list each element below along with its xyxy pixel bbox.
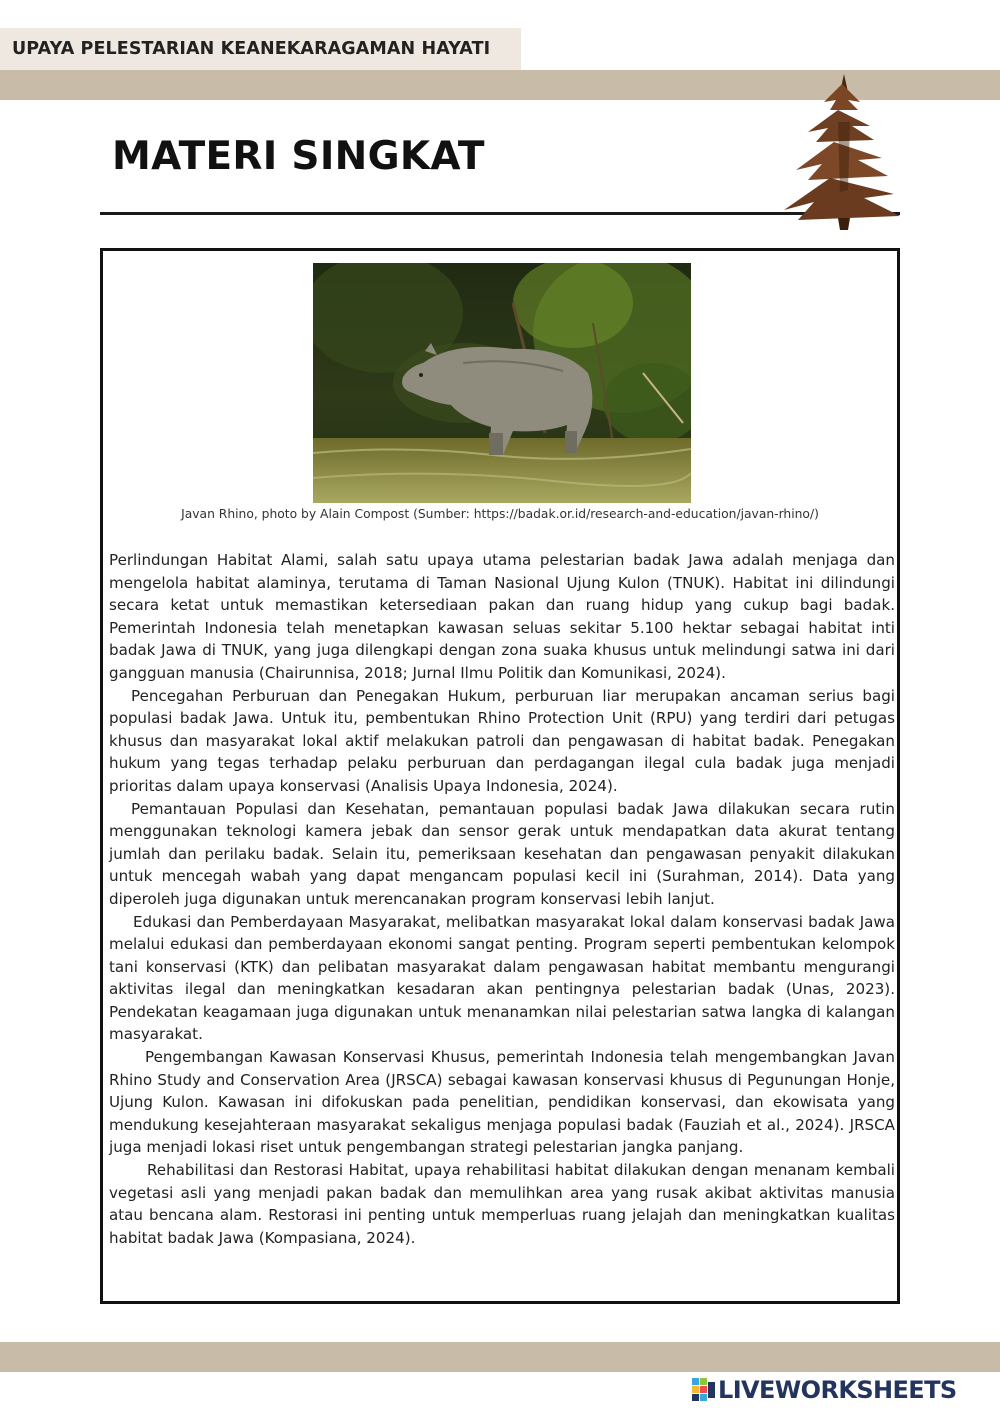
paragraph-poaching-prevention: Pencegahan Perburuan dan Penegakan Hukum, perburuan liar merupakan ancaman serius bagi populasi badak Jawa. Untuk itu, pembentukan Rhino Protection Unit (RPU) yang terdiri dari petugas khusus dan masyarakat lokal aktif melakukan patroli dan pengawasan di habitat badak. Penegakan hukum yang tegas terhadap pelaku perburuan dan perdagangan ilegal cula badak juga menjadi prioritas dalam upaya konservasi (Analisis Upaya Indonesia, 2024). (109, 686, 895, 795)
paragraph-habitat-restoration: Rehabilitasi dan Restorasi Habitat, upaya rehabilitasi habitat dilakukan dengan menanam kembali vegetasi asli yang menjadi pakan badak dan memulihkan area yang rusak akibat aktivitas manusia atau bencana alam. Restorasi ini penting untuk memperluas ruang jelajah dan meningkatkan kualitas habitat badak Jawa (Kompasiana, 2024). (109, 1161, 895, 1247)
javan-rhino-photo (313, 263, 691, 503)
liveworksheets-logo-icon (692, 1378, 716, 1402)
paragraph-habitat-protection: Perlindungan Habitat Alami, salah satu upaya utama pelestarian badak Jawa adalah menjaga dan mengelola habitat alaminya, terutama di Taman Nasional Ujung Kulon (TNUK). Habitat ini dilindungi secara ketat untuk memastikan ketersediaan pakan dan ruang hidup yang cukup bagi badak. Pemerintah Indonesia telah menetapkan kawasan seluas sekitar 5.100 hektar sebagai habitat inti badak Jawa di TNUK, yang juga dilengkapi dengan zona suaka khusus untuk melindungi satwa ini dari gangguan manusia (Chairunnisa, 2018; Jurnal Ilmu Politik dan Komunikasi, 2024). (109, 551, 895, 682)
paragraph-population-monitoring: Pemantauan Populasi dan Kesehatan, pemantauan populasi badak Jawa dilakukan secara rutin menggunakan teknologi kamera jebak dan sensor gerak untuk mendapatkan data akurat tentang jumlah dan perilaku badak. Selain itu, pemeriksaan kesehatan dan pengawasan penyakit dilakukan untuk mencegah wabah yang dapat mengancam populasi kecil ini (Surahman, 2014). Data yang diperoleh juga digunakan untuk merencanakan program konservasi lebih lanjut. (109, 799, 895, 908)
topic-header (0, 28, 521, 70)
photo-caption: Javan Rhino, photo by Alain Compost (Sumber: https://badak.or.id/research-and-education/javan-rhino/) (181, 507, 819, 521)
topic-header-label: UPAYA PELESTARIAN KEANEKARAGAMAN HAYATI (12, 39, 491, 59)
liveworksheets-logo-text: LIVEWORKSHEETS (718, 1376, 957, 1404)
page-title: MATERI SINGKAT (112, 134, 485, 179)
pine-tree-icon (778, 70, 906, 232)
bottom-decorative-band (0, 1342, 1000, 1372)
liveworksheets-logo (692, 1376, 957, 1404)
paragraph-conservation-area: Pengembangan Kawasan Konservasi Khusus, pemerintah Indonesia telah mengembangkan Javan Rhino Study and Conservation Area (JRSCA) sebagai kawasan konservasi khusus di Pegunungan Honje, Ujung Kulon. Kawasan ini difokuskan pada penelitian, pendidikan konservasi, dan ekowisata yang mendukung kesejahteraan masyarakat sekaligus menjaga populasi badak (Fauziah et al., 2024). JRSCA juga menjadi lokasi riset untuk pengembangan strategi pelestarian jangka panjang. (109, 1048, 895, 1157)
content-box (100, 248, 900, 1304)
body-text (109, 549, 895, 1249)
paragraph-community-education: Edukasi dan Pemberdayaan Masyarakat, melibatkan masyarakat lokal dalam konservasi badak Jawa melalui edukasi dan pemberdayaan ekonomi sangat penting. Program seperti pembentukan kelompok tani konservasi (KTK) dan pelibatan masyarakat dalam pengawasan habitat membantu mengurangi aktivitas ilegal dan meningkatkan kesadaran akan pentingnya pelestarian badak (Unas, 2023). Pendekatan keagamaan juga digunakan untuk menanamkan nilai pelestarian satwa langka di kalangan masyarakat. (109, 912, 895, 1044)
